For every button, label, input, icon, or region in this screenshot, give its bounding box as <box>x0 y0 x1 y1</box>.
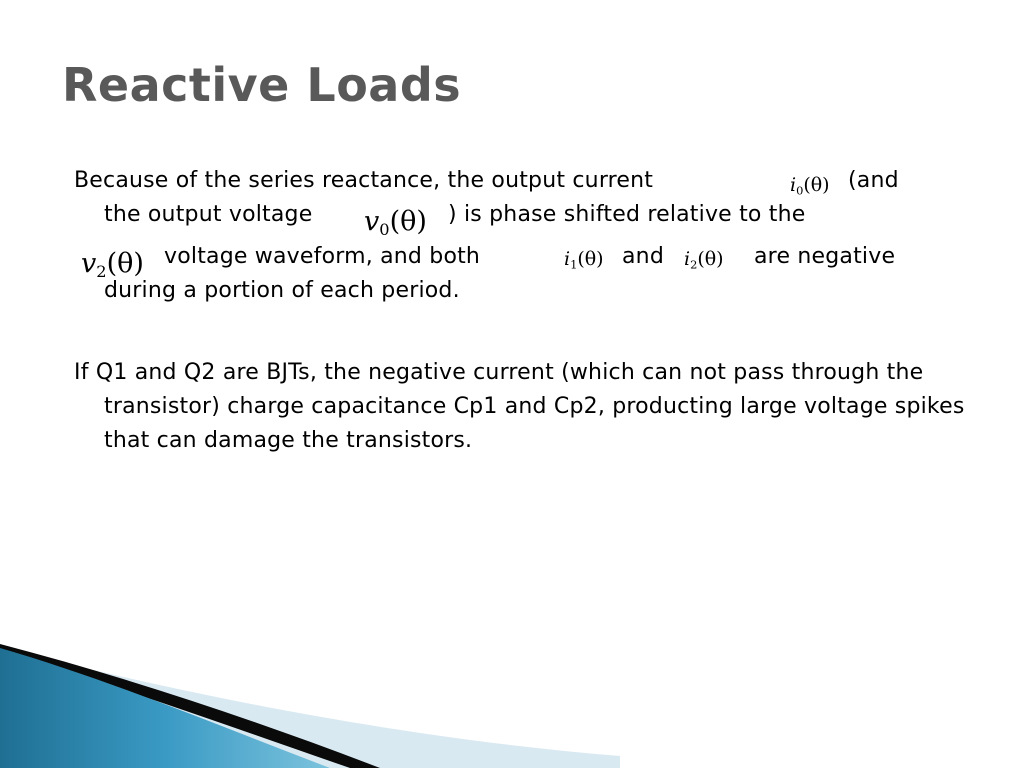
paragraph-2: If Q1 and Q2 are BJTs, the negative current (which can not pass through the transistor) charge capacitance Cp1 and Cp2, producting large voltage spikes that can damage the transistors. <box>74 360 965 453</box>
p1-line-4: during a portion of each period. <box>104 278 460 303</box>
p1-line-1-end: (and <box>848 168 899 193</box>
math-i2: $i_2(\theta)$ <box>684 248 724 272</box>
math-v2: $v_2(\theta)$ <box>81 248 144 281</box>
p1-line-3: voltage waveform, and both <box>164 244 481 269</box>
footer-swoosh-graphic <box>0 638 620 768</box>
p1-line-2: the output voltage <box>104 202 313 227</box>
math-v0: $v_0(\theta)$ <box>364 206 427 239</box>
math-i1: $i_1(\theta)$ <box>564 248 604 272</box>
p1-line-1: Because of the series reactance, the output current <box>74 168 654 193</box>
p1-line-2-end: ) is phase shifted relative to the <box>448 202 806 227</box>
p1-line-3-and: and <box>622 244 664 269</box>
slide-title: Reactive Loads <box>62 58 462 112</box>
p1-line-3-end: are negative <box>754 244 896 269</box>
footer-blue-band <box>0 648 330 768</box>
math-i0: $i_0(\theta)$ <box>790 174 830 198</box>
